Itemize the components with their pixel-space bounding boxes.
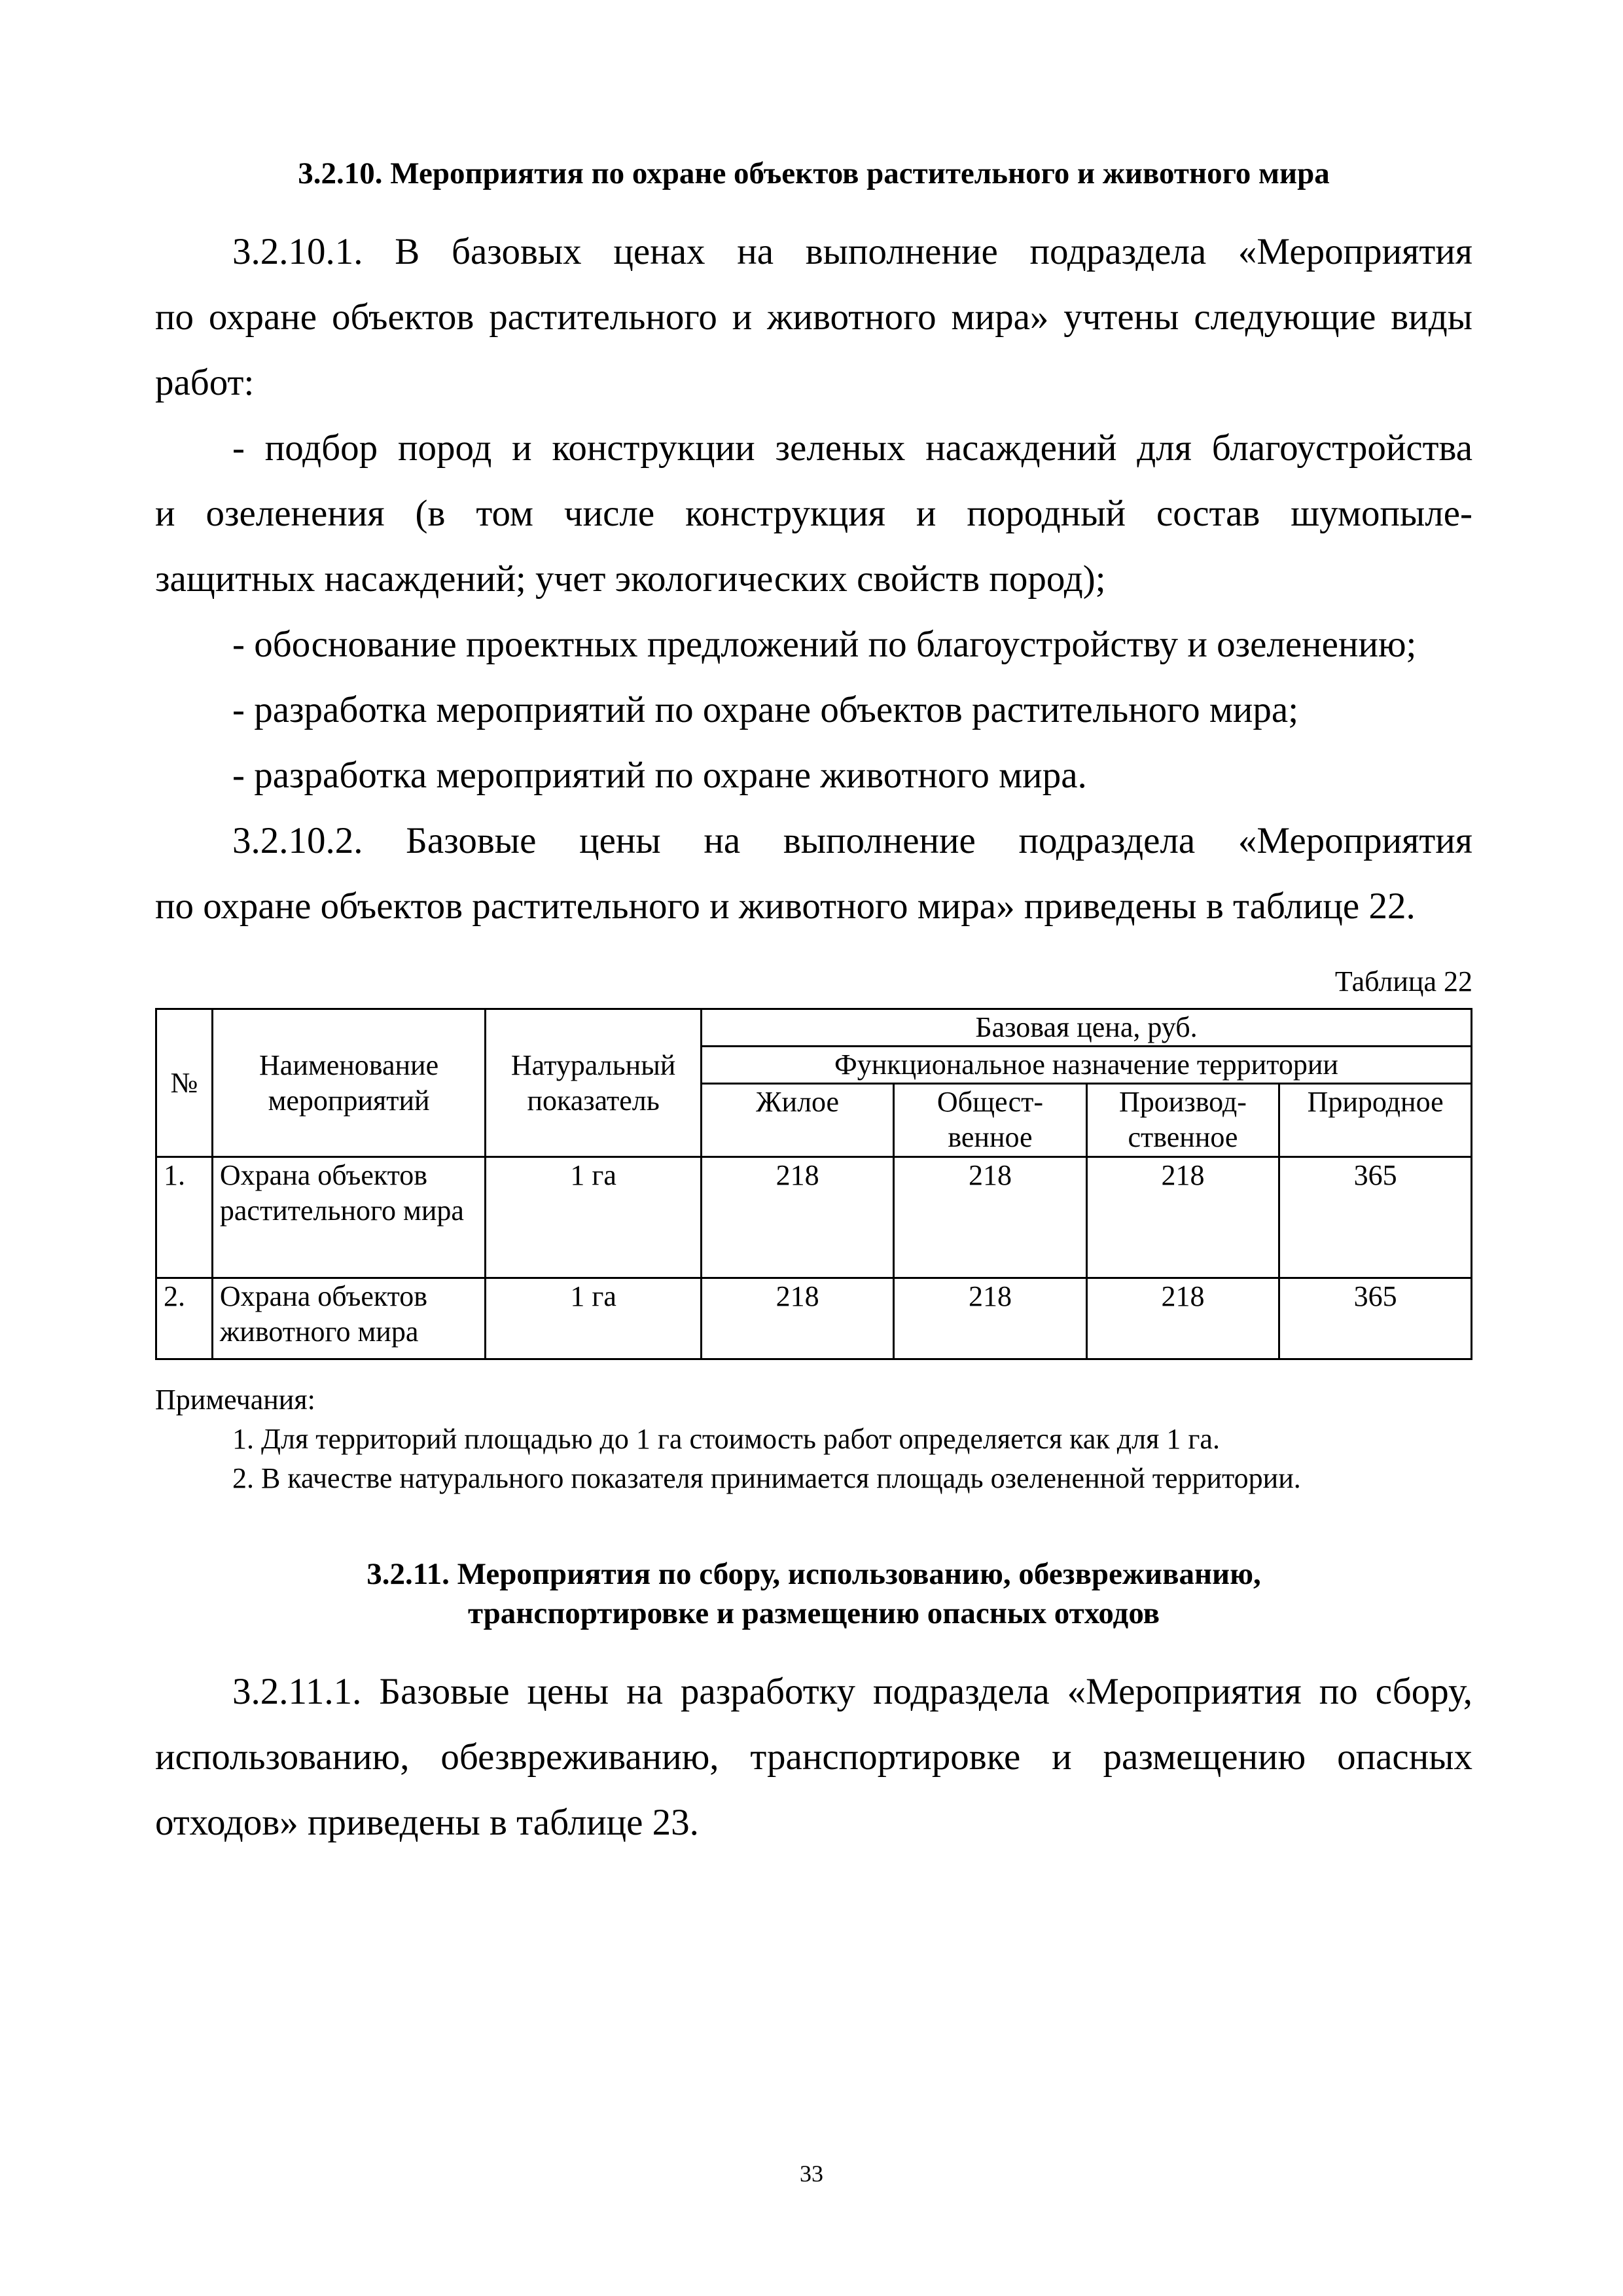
note-item: 2. В качестве натурального показателя принимается площадь озелененной территории. [232, 1462, 1301, 1494]
notes-title: Примечания: [155, 1384, 315, 1416]
price-table [155, 1008, 1472, 1360]
header-zone-residential: Жилое [701, 1084, 893, 1157]
header-unit: Натуральный показатель [486, 1009, 702, 1157]
page-number: 33 [800, 2161, 823, 2187]
paragraph-line: 3.2.10.2. Базовые цены на выполнение подраздела «Мероприятия [232, 820, 1472, 861]
table-caption: Таблица 22 [1334, 965, 1472, 997]
header-zone-industrial: Производ-ственное [1086, 1084, 1279, 1157]
section-heading: 3.2.11. Мероприятия по сбору, использованию, обезвреживанию, [366, 1557, 1261, 1591]
header-zone-natural: Природное [1279, 1084, 1472, 1157]
row-value: 218 [1086, 1157, 1279, 1278]
paragraph-line: отходов» приведены в таблице 23. [155, 1802, 699, 1843]
paragraph-line: по охране объектов растительного и животного мира» приведены в таблице 22. [155, 886, 1416, 927]
paragraph-line: по охране объектов растительного и животного мира» учтены следующие виды [155, 296, 1472, 338]
section-heading: транспортировке и размещению опасных отходов [467, 1596, 1160, 1630]
row-unit: 1 га [486, 1278, 702, 1359]
bullet-item-continuation: и озеленения (в том числе конструкция и породный состав шумопыле- [155, 493, 1472, 534]
header-zone-public: Общест-венное [894, 1084, 1086, 1157]
paragraph-line: работ: [155, 362, 255, 403]
row-unit: 1 га [486, 1157, 702, 1278]
paragraph-line: 3.2.11.1. Базовые цены на разработку подраздела «Мероприятия по сбору, [232, 1671, 1472, 1712]
header-base-price: Базовая цена, руб. [701, 1009, 1471, 1047]
paragraph-line: использованию, обезвреживанию, транспортировке и размещению опасных [155, 1736, 1472, 1778]
bullet-item: - разработка мероприятий по охране объектов растительного мира; [232, 689, 1299, 730]
row-value: 218 [701, 1278, 893, 1359]
table-row [156, 1157, 1472, 1278]
row-name: Охрана объектов растительного мира [212, 1157, 485, 1278]
row-value: 218 [701, 1157, 893, 1278]
row-value: 218 [894, 1278, 1086, 1359]
row-name: Охрана объектов животного мира [212, 1278, 485, 1359]
row-number: 1. [156, 1157, 213, 1278]
row-value: 365 [1279, 1278, 1472, 1359]
header-name: Наименование мероприятий [212, 1009, 485, 1157]
row-value: 365 [1279, 1157, 1472, 1278]
header-number: № [156, 1009, 213, 1157]
bullet-item: - обоснование проектных предложений по благоустройству и озеленению; [232, 624, 1417, 665]
bullet-item: - разработка мероприятий по охране животного мира. [232, 755, 1087, 796]
header-purpose: Функциональное назначение территории [701, 1047, 1471, 1084]
note-item: 1. Для территорий площадью до 1 га стоимость работ определяется как для 1 га. [232, 1423, 1220, 1455]
row-number: 2. [156, 1278, 213, 1359]
table-row [156, 1278, 1472, 1359]
section-heading: 3.2.10. Мероприятия по охране объектов растительного и животного мира [298, 156, 1330, 190]
row-value: 218 [894, 1157, 1086, 1278]
bullet-item: - подбор пород и конструкции зеленых насаждений для благоустройства [232, 427, 1472, 469]
row-value: 218 [1086, 1278, 1279, 1359]
bullet-item-continuation: защитных насаждений; учет экологических свойств пород); [155, 558, 1106, 600]
paragraph-line: 3.2.10.1. В базовых ценах на выполнение подраздела «Мероприятия [232, 231, 1472, 272]
